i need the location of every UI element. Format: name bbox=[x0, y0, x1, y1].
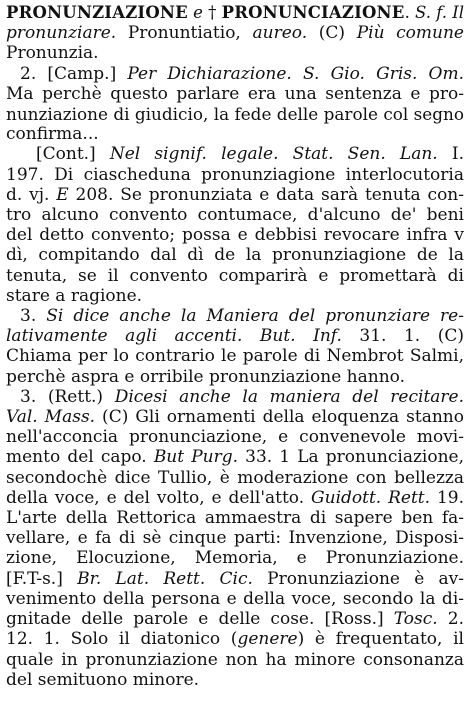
text-line bbox=[6, 326, 464, 346]
text-run: nunziazione di giudicio, la fede delle parole col segno bbox=[6, 104, 464, 125]
text-run: 3. (Rett.) bbox=[20, 386, 115, 407]
text-line bbox=[6, 245, 464, 265]
text-run: vellare, e fa di sè cinque parti: Invenzione, Disposi- bbox=[6, 528, 464, 549]
text-line bbox=[6, 468, 464, 488]
text-run: Per Dichiarazione. S. Gio. Gris. Om. bbox=[127, 63, 464, 84]
headword: PRONUNZIAZIONE bbox=[6, 3, 188, 22]
text-run: E bbox=[56, 184, 69, 205]
text-run: genere bbox=[237, 629, 298, 650]
text-run: stare a ragione. bbox=[6, 285, 143, 306]
text-run: Più comune bbox=[356, 23, 464, 44]
text-run: Chiama per lo contrario le parole di Nembrot Salmi, bbox=[6, 346, 464, 367]
text-run: e bbox=[193, 3, 203, 22]
text-run: Dicesi anche la maniera del recitare. bbox=[114, 386, 464, 407]
text-line bbox=[6, 670, 464, 690]
text-run: confirma... bbox=[6, 124, 99, 145]
text-line bbox=[6, 104, 464, 124]
text-run: Pronunzia. bbox=[6, 43, 99, 64]
text-run: 31. 1. (C) bbox=[341, 326, 464, 347]
text-line bbox=[6, 64, 464, 84]
text-run: venimento della persona e della voce, secondo la di- bbox=[6, 588, 464, 609]
text-run: Pronunziazione è av- bbox=[252, 568, 464, 589]
text-run: aureo. bbox=[252, 23, 308, 44]
text-line bbox=[6, 589, 464, 609]
text-line bbox=[6, 124, 464, 144]
text-run: Val. Mass. bbox=[6, 407, 96, 428]
text-run: Br. Lat. Rett. Cic. bbox=[77, 568, 253, 589]
text-run: 12. 1. Solo il diatonico ( bbox=[6, 629, 238, 650]
text-line bbox=[6, 488, 464, 508]
text-run: quale in pronunziazione non ha minore consonanza bbox=[6, 649, 464, 670]
text-run: † bbox=[202, 3, 222, 22]
text-run: del detto convento; possa e debbisi revocare infra v bbox=[6, 225, 464, 246]
text-run: tro alcuno convento contumace, d'alcuno de' beni bbox=[6, 205, 464, 226]
text-run: Guidott. Rett. bbox=[311, 487, 431, 508]
text-line bbox=[6, 3, 464, 23]
text-line bbox=[6, 346, 464, 366]
text-run: (C) Gli ornamenti della eloquenza stanno bbox=[95, 407, 464, 428]
text-run: perchè aspra e orribile pronunziazione hanno. bbox=[6, 366, 406, 387]
text-run: Tosc. bbox=[393, 609, 438, 630]
text-line bbox=[6, 528, 464, 548]
text-line bbox=[6, 185, 464, 205]
text-line bbox=[6, 286, 464, 306]
text-run: mento del capo. bbox=[6, 447, 154, 468]
text-run: 197. Di ciascheduna pronunziagione interlocutoria bbox=[6, 164, 464, 185]
text-line bbox=[6, 548, 464, 568]
text-run: [F.T-s.] bbox=[6, 568, 78, 589]
text-run: pronunziare. bbox=[6, 23, 117, 44]
text-run: Ma perchè questo parlare era una sentenza e pro- bbox=[6, 83, 464, 104]
text-run: 33. 1 La pronunciazione, bbox=[238, 447, 464, 468]
text-run: 19. bbox=[430, 487, 464, 508]
text-run: lativamente agli accenti. But. Inf. bbox=[6, 326, 342, 347]
text-line bbox=[6, 508, 464, 528]
text-run: nell'acconcia pronunciazione, e convenevole movi- bbox=[6, 427, 464, 448]
text-run: della voce, e del volto, e dell'atto. bbox=[6, 487, 312, 508]
text-line bbox=[6, 387, 464, 407]
dictionary-entry-pronunziazione bbox=[6, 3, 464, 690]
text-run: Nel signif. legale. Stat. Sen. Lan. bbox=[109, 144, 438, 165]
text-line bbox=[6, 427, 464, 447]
text-line bbox=[6, 266, 464, 286]
text-run: secondochè dice Tullio, è moderazione con bellezza bbox=[6, 467, 464, 488]
text-run: del semituono minore. bbox=[6, 669, 200, 690]
text-run: 2. bbox=[437, 609, 464, 630]
text-run: tenuta, se il convento comparirà e promettarà di bbox=[6, 265, 464, 286]
text-run: dì, compitando dal dì de la pronunziagione de la bbox=[6, 245, 464, 266]
text-line bbox=[6, 84, 464, 104]
text-line bbox=[6, 205, 464, 225]
text-run: Si dice anche la Maniera del pronunziare re- bbox=[46, 306, 464, 327]
text-line bbox=[6, 407, 464, 427]
text-run: 208. Se pronunziata e data sarà tenuta con- bbox=[68, 184, 464, 205]
text-run: d. vj. bbox=[6, 184, 57, 205]
text-line bbox=[6, 629, 464, 649]
text-line bbox=[6, 225, 464, 245]
text-run: 3. bbox=[20, 306, 47, 327]
text-line bbox=[6, 144, 464, 164]
text-run: (C) bbox=[307, 23, 357, 44]
text-line bbox=[6, 367, 464, 387]
text-line bbox=[6, 43, 464, 63]
text-run: [Cont.] bbox=[36, 144, 110, 165]
text-run: . bbox=[404, 3, 416, 22]
text-line bbox=[6, 609, 464, 629]
text-line bbox=[6, 165, 464, 185]
text-line bbox=[6, 569, 464, 589]
text-run: 2. [Camp.] bbox=[20, 63, 128, 84]
text-line bbox=[6, 23, 464, 43]
text-run: ) è frequentato, il bbox=[297, 629, 464, 650]
text-run: But Purg. bbox=[153, 447, 239, 468]
text-run: S. f. Il bbox=[415, 3, 464, 22]
text-run: L'arte della Rettorica ammaestra di sapere ben fa- bbox=[6, 508, 464, 529]
text-run: I. bbox=[437, 144, 464, 165]
text-line bbox=[6, 447, 464, 467]
text-line bbox=[6, 306, 464, 326]
headword: PRONUNCIAZIONE bbox=[221, 3, 405, 22]
text-run: Pronuntiatio, bbox=[116, 23, 253, 44]
text-line bbox=[6, 650, 464, 670]
text-run: gnitade delle parole e delle cose. [Ross.] bbox=[6, 609, 394, 630]
text-run: zione, Elocuzione, Memoria, e Pronunziazione. bbox=[6, 548, 464, 569]
